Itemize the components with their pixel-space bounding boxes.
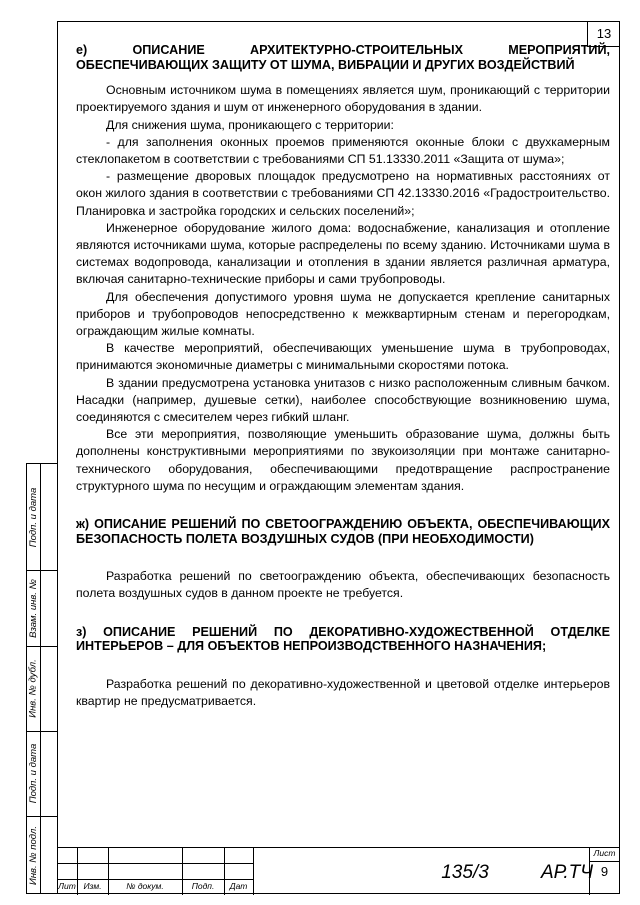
- sheet-label: Лист: [593, 848, 616, 858]
- section-zh-heading: ж) ОПИСАНИЕ РЕШЕНИЙ ПО СВЕТООГРАЖДЕНИЮ ОБЪЕКТА, ОБЕСПЕЧИВАЮЩИХ БЕЗОПАСНОСТЬ ПОЛЕТА ВОЗДУШНЫХ СУДОВ (ПРИ НЕОБХОДИМОСТИ): [76, 517, 610, 546]
- section-e-paragraph: В качестве мероприятий, обеспечивающих уменьшение шума в трубопроводах, принимаются экономичные диаметры с минимальными скоростями потока.: [76, 341, 610, 373]
- margin-divider: [40, 464, 41, 893]
- document-mark: АР.ТЧ: [540, 862, 594, 883]
- tb-col-date: Дат: [229, 881, 248, 891]
- section-e-paragraph: Инженерное оборудование жилого дома: водоснабжение, канализация и отопление являются источниками шума, которые распределены по всему зданию. Источниками шума в системах водопровода, канализации и отопления в здании является различная арматура, включая санитарно-технические приборы и сами трубопроводы.: [76, 220, 610, 287]
- section-e-paragraph: Все эти мероприятия, позволяющие уменьшить образование шума, должны быть дополнены конструктивными мероприятиями по звукоизоляции при монтаже санитарно-технического оборудования, обеспечивающими предотвращение распространение структурного шума по несущим и ограждающим элементам здания.: [76, 427, 610, 493]
- sheet-number: 9: [600, 864, 609, 879]
- margin-label-dup-inv: Инв. № дубл.: [28, 659, 39, 718]
- tb-row-divider: [57, 879, 253, 880]
- page-number-badge: 13: [587, 21, 620, 47]
- section-z-heading: з) ОПИСАНИЕ РЕШЕНИЙ ПО ДЕКОРАТИВНО-ХУДОЖЕСТВЕННОЙ ОТДЕЛКЕ ИНТЕРЬЕРОВ – ДЛЯ ОБЪЕКТОВ НЕПРОИЗВОДСТВЕННОГО НАЗНАЧЕНИЯ;: [76, 624, 610, 654]
- document-code: 135/3: [441, 862, 489, 883]
- tb-row-divider: [57, 863, 253, 864]
- tb-col-change: Изм.: [83, 881, 102, 891]
- section-e-paragraph: Основным источником шума в помещениях является шум, проникающий с территории проектируемого здания и шум от инженерного оборудования в здании.: [76, 83, 610, 115]
- margin-label-sign-date-2: Подп. и дата: [28, 743, 40, 804]
- tb-divider: [253, 848, 254, 895]
- section-e-paragraph: Для снижения шума, проникающего с территории:: [106, 117, 394, 132]
- title-block: [57, 847, 620, 894]
- section-zh-paragraph: Разработка решений по светоограждению объекта, обеспечивающих безопасность полета воздушных судов в данном проекте не требуется.: [76, 569, 610, 601]
- margin-label-replaced-inv: Взам. инв. №: [28, 578, 40, 638]
- section-z-paragraph: Разработка решений по декоративно-художественной и цветовой отделке интерьеров квартир не предусматривается.: [76, 676, 610, 709]
- section-e-paragraph: В здании предусмотрена установка унитазов с низко расположенным сливным бачком. Насадки (например, душевые сетки), наиболее способствующие возникновению шума, соединяются с смесителем через гибкий шланг.: [76, 375, 610, 425]
- margin-stamp-strip: [26, 463, 57, 894]
- tb-col-lit: Лит: [58, 881, 76, 891]
- section-e-paragraph: - для заполнения оконных проемов применяются оконные блоки с двухкамерным стеклопакетом в соответствии с требованиями СП 51.13330.2011 «Защита от шума»;: [76, 134, 610, 166]
- margin-label-sign-date: Подп. и дата: [28, 487, 40, 547]
- section-e-heading: е) ОПИСАНИЕ АРХИТЕКТУРНО-СТРОИТЕЛЬНЫХ МЕРОПРИЯТИЙ, ОБЕСПЕЧИВАЮЩИХ ЗАЩИТУ ОТ ШУМА, ВИБРАЦИИ И ДРУГИХ ВОЗДЕЙСТВИЙ: [76, 43, 610, 72]
- tb-col-doc-number: № докум.: [126, 881, 164, 891]
- section-e-paragraph: Для обеспечения допустимого уровня шума не допускается крепление санитарных приборов и трубопроводов непосредственно к межквартирным стенам и перегородкам, ограждающим жилые комнаты.: [76, 289, 610, 339]
- margin-label-original-inv: Инв. № подл.: [28, 826, 40, 885]
- document-body: [76, 43, 610, 710]
- tb-col-signature: Подп.: [191, 881, 215, 891]
- section-e-paragraph: - размещение дворовых площадок предусмотрено на нормативных расстояниях от окон жилого здания в соответствии с требованиями СП 42.13330.2016 «Градостроительство. Планировка и застройка городских и сельских поселений»;: [76, 169, 610, 218]
